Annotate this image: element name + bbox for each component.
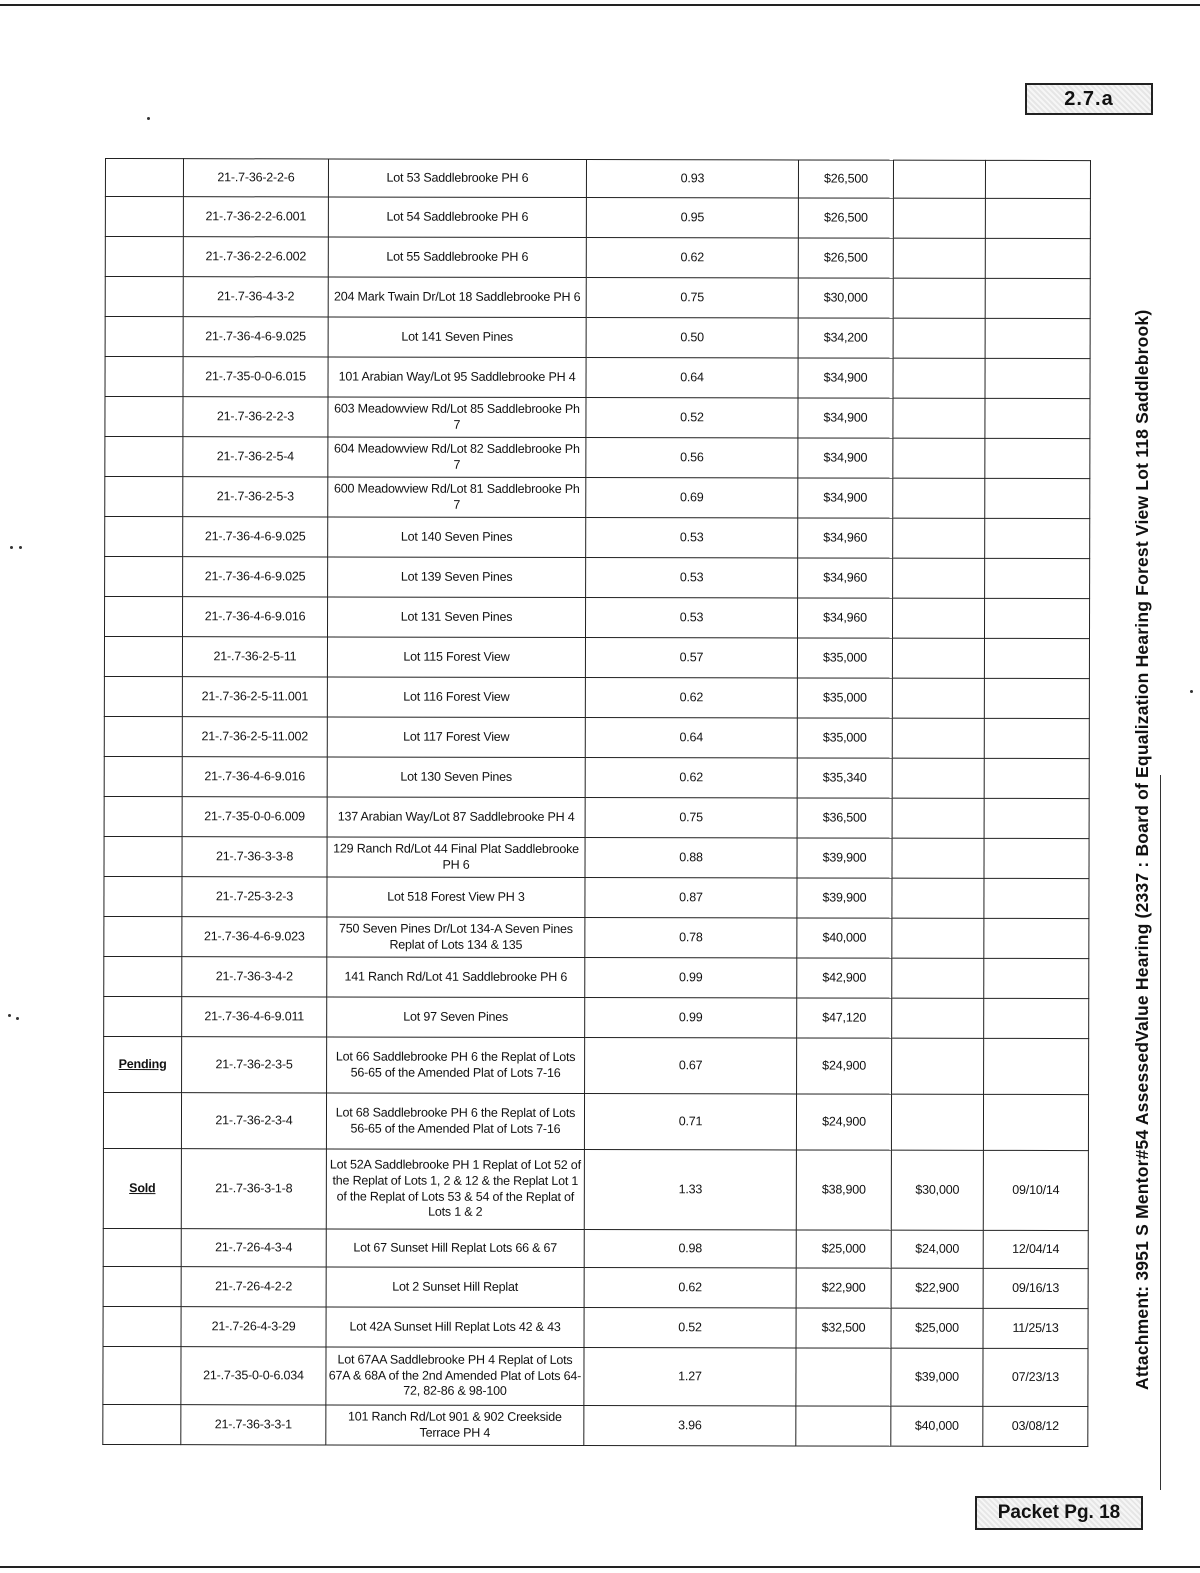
sale-price-cell: $24,000: [891, 1230, 983, 1268]
description-cell: 604 Meadowview Rd/Lot 82 Saddlebrooke Ph 7: [328, 437, 586, 478]
sale-price-cell: [891, 1094, 983, 1150]
description-cell: 603 Meadowview Rd/Lot 85 Saddlebrooke Ph 7: [328, 397, 586, 438]
acreage-cell: 0.64: [585, 718, 797, 758]
sale-date-cell: [985, 398, 1090, 438]
sale-price-cell: $25,000: [891, 1308, 983, 1348]
sale-date-cell: 09/16/13: [983, 1268, 1088, 1308]
table-row: [103, 1148, 1088, 1230]
description-cell: Lot 42A Sunset Hill Replat Lots 42 & 43: [326, 1307, 584, 1348]
status-cell: [104, 597, 182, 637]
sale-date-cell: 09/10/14: [983, 1150, 1088, 1230]
parcel-id-cell: 21-.7-36-2-2-6.002: [183, 237, 328, 277]
parcel-table-wrapper: [102, 158, 1090, 1447]
acreage-cell: 0.95: [586, 198, 798, 238]
description-cell: Lot 116 Forest View: [327, 677, 585, 718]
assessed-value-cell: $36,500: [797, 798, 892, 838]
status-cell: [104, 956, 182, 996]
table-row: [104, 916, 1089, 958]
table-row: [103, 1346, 1088, 1406]
table-row: [103, 1228, 1088, 1268]
assessed-value-cell: $24,900: [796, 1094, 891, 1150]
status-cell: [103, 1306, 181, 1346]
assessed-value-cell: $39,900: [797, 878, 892, 918]
status-cell: [105, 357, 183, 397]
table-row: [105, 277, 1090, 319]
table-row: [105, 517, 1090, 559]
acreage-cell: 0.57: [585, 638, 797, 678]
table-row: [105, 557, 1090, 599]
parcel-id-cell: 21-.7-36-2-5-11: [182, 637, 327, 677]
assessed-value-cell: $38,900: [796, 1150, 891, 1230]
sale-price-cell: [892, 1038, 984, 1094]
description-cell: 137 Arabian Way/Lot 87 Saddlebrooke PH 4: [327, 797, 585, 838]
status-cell: [103, 1404, 181, 1444]
parcel-id-cell: 21-.7-35-0-0-6.034: [181, 1347, 326, 1405]
description-cell: 600 Meadowview Rd/Lot 81 Saddlebrooke Ph 7: [328, 477, 586, 518]
table-row: [105, 477, 1090, 519]
table-row: [105, 197, 1090, 239]
assessed-value-cell: $42,900: [797, 958, 892, 998]
table-row: [104, 597, 1089, 639]
parcel-id-cell: 21-.7-36-4-6-9.023: [182, 917, 327, 957]
sale-price-cell: [892, 798, 984, 838]
parcel-id-cell: 21-.7-26-4-2-2: [181, 1267, 326, 1307]
acreage-cell: 0.62: [585, 678, 797, 718]
status-cell: [103, 1266, 181, 1306]
parcel-id-cell: 21-.7-26-4-3-4: [181, 1229, 326, 1267]
sale-date-cell: [984, 1038, 1089, 1094]
status-cell: [104, 796, 182, 836]
parcel-id-cell: 21-.7-36-2-5-4: [183, 437, 328, 477]
description-cell: 141 Ranch Rd/Lot 41 Saddlebrooke PH 6: [327, 957, 585, 998]
acreage-cell: 0.75: [585, 798, 797, 838]
description-cell: Lot 117 Forest View: [327, 717, 585, 758]
assessed-value-cell: $34,900: [798, 478, 893, 518]
parcel-id-cell: 21-.7-36-2-5-11.002: [182, 717, 327, 757]
description-cell: 750 Seven Pines Dr/Lot 134-A Seven Pines Replat of Lots 134 & 135: [327, 917, 585, 958]
status-cell: [105, 517, 183, 557]
status-cell: [104, 716, 182, 756]
acreage-cell: 0.52: [586, 398, 798, 438]
status-cell: [105, 437, 183, 477]
sale-price-cell: $39,000: [891, 1348, 983, 1406]
sale-price-cell: $22,900: [891, 1268, 983, 1308]
status-cell: [105, 317, 183, 357]
parcel-table-body: [103, 159, 1091, 1447]
acreage-cell: 1.27: [584, 1348, 796, 1406]
acreage-cell: 0.99: [585, 958, 797, 998]
parcel-id-cell: 21-.7-36-3-4-2: [182, 957, 327, 997]
parcel-id-cell: 21-.7-26-4-3-29: [181, 1307, 326, 1347]
sale-date-cell: [985, 358, 1090, 398]
table-row: [105, 237, 1090, 279]
sale-date-cell: 07/23/13: [983, 1348, 1088, 1406]
parcel-id-cell: 21-.7-36-4-6-9.025: [183, 557, 328, 597]
parcel-id-cell: 21-.7-36-2-2-6.001: [183, 197, 328, 237]
assessed-value-cell: $34,960: [798, 558, 893, 598]
sale-date-cell: [984, 838, 1089, 878]
status-cell: [105, 197, 183, 237]
description-cell: 204 Mark Twain Dr/Lot 18 Saddlebrooke PH 6: [328, 277, 586, 318]
parcel-id-cell: 21-.7-36-2-5-11.001: [182, 677, 327, 717]
acreage-cell: 0.98: [584, 1230, 796, 1268]
assessed-value-cell: $25,000: [796, 1230, 891, 1268]
table-row: [105, 357, 1090, 399]
sale-price-cell: [892, 718, 984, 758]
sale-date-cell: [985, 318, 1090, 358]
scan-speck: [147, 117, 150, 120]
acreage-cell: 0.71: [584, 1094, 796, 1150]
sale-date-cell: [985, 518, 1090, 558]
assessed-value-cell: $34,960: [798, 518, 893, 558]
description-cell: Lot 131 Seven Pines: [327, 597, 585, 638]
sale-date-cell: [984, 718, 1089, 758]
description-cell: Lot 2 Sunset Hill Replat: [326, 1267, 584, 1308]
assessed-value-cell: $22,900: [796, 1268, 891, 1308]
sale-price-cell: $40,000: [891, 1406, 983, 1446]
table-row: [103, 1266, 1088, 1308]
description-cell: Lot 66 Saddlebrooke PH 6 the Replat of Lots 56-65 of the Amended Plat of Lots 7-16: [327, 1037, 585, 1094]
status-cell: [103, 1092, 181, 1148]
parcel-id-cell: 21-.7-36-3-3-1: [181, 1405, 326, 1445]
sale-price-cell: [892, 678, 984, 718]
status-cell: [103, 1228, 181, 1266]
acreage-cell: 0.67: [585, 1038, 797, 1094]
sale-date-cell: [985, 278, 1090, 318]
sale-price-cell: [893, 160, 985, 198]
parcel-id-cell: 21-.7-36-4-6-9.016: [182, 597, 327, 637]
assessed-value-cell: $39,900: [797, 838, 892, 878]
acreage-cell: 0.62: [584, 1268, 796, 1308]
status-cell: [104, 836, 182, 876]
status-cell: [105, 237, 183, 277]
assessed-value-cell: $35,340: [797, 758, 892, 798]
parcel-id-cell: 21-.7-36-3-1-8: [181, 1149, 326, 1229]
description-cell: Lot 97 Seven Pines: [327, 997, 585, 1038]
table-row: [104, 796, 1089, 838]
parcel-id-cell: 21-.7-35-0-0-6.009: [182, 797, 327, 837]
parcel-id-cell: 21-.7-25-3-2-3: [182, 877, 327, 917]
assessed-value-cell: $34,900: [798, 438, 893, 478]
parcel-table: [102, 158, 1091, 1447]
table-row: [104, 676, 1089, 718]
sale-price-cell: [893, 398, 985, 438]
status-cell: [105, 557, 183, 597]
sale-date-cell: [985, 198, 1090, 238]
assessed-value-cell: $34,900: [798, 358, 893, 398]
description-cell: Lot 130 Seven Pines: [327, 757, 585, 798]
sale-date-cell: [984, 918, 1089, 958]
table-row: [105, 397, 1090, 439]
assessed-value-cell: $24,900: [797, 1038, 892, 1094]
description-cell: Lot 52A Saddlebrooke PH 1 Replat of Lot 52 of the Replat of Lots 1, 2 & 12 & the Replat Lot 1 of the Replat of Lots 53 & 54 of the Replat of Lots 1 & 2: [326, 1149, 584, 1230]
parcel-id-cell: 21-.7-35-0-0-6.015: [183, 357, 328, 397]
sale-date-cell: [984, 958, 1089, 998]
acreage-cell: 0.62: [585, 758, 797, 798]
acreage-cell: 0.56: [586, 438, 798, 478]
acreage-cell: 3.96: [584, 1406, 796, 1446]
sale-price-cell: [893, 558, 985, 598]
assessed-value-cell: $30,000: [798, 278, 893, 318]
assessed-value-cell: $40,000: [797, 918, 892, 958]
acreage-cell: 0.64: [586, 358, 798, 398]
sale-date-cell: [985, 238, 1090, 278]
acreage-cell: 0.99: [585, 998, 797, 1038]
acreage-cell: 0.53: [586, 518, 798, 558]
attachment-caption: Attachment: 3951 S Mentor#54 AssessedValue Hearing (2337 : Board of Equalization Hearing Forest View Lot 118 Saddlebrook): [1132, 309, 1152, 1390]
sale-date-cell: [984, 678, 1089, 718]
reference-badge: 2.7.a: [1025, 83, 1153, 115]
scan-speck: [10, 546, 13, 549]
description-cell: Lot 140 Seven Pines: [328, 517, 586, 558]
assessed-value-cell: [796, 1348, 891, 1406]
parcel-id-cell: 21-.7-36-4-6-9.025: [183, 517, 328, 557]
assessed-value-cell: $34,960: [797, 598, 892, 638]
status-cell: [104, 756, 182, 796]
status-cell: [103, 1346, 181, 1404]
sale-price-cell: [893, 278, 985, 318]
assessed-value-cell: [796, 1406, 891, 1446]
assessed-value-cell: $35,000: [797, 638, 892, 678]
acreage-cell: 0.50: [586, 318, 798, 358]
parcel-id-cell: 21-.7-36-2-5-3: [183, 477, 328, 517]
sale-date-cell: 03/08/12: [983, 1406, 1088, 1446]
sale-price-cell: [892, 958, 984, 998]
table-row: [104, 716, 1089, 758]
assessed-value-cell: $34,900: [798, 398, 893, 438]
status-cell: Sold: [103, 1148, 181, 1228]
sale-price-cell: [893, 518, 985, 558]
table-row: [105, 317, 1090, 359]
assessed-value-cell: $32,500: [796, 1308, 891, 1348]
assessed-value-cell: $47,120: [797, 998, 892, 1038]
parcel-id-cell: 21-.7-36-2-2-6: [183, 159, 328, 197]
parcel-id-cell: 21-.7-36-4-3-2: [183, 277, 328, 317]
sale-price-cell: [893, 438, 985, 478]
acreage-cell: 0.62: [586, 238, 798, 278]
sale-date-cell: [984, 878, 1089, 918]
table-row: [104, 756, 1089, 798]
description-cell: Lot 141 Seven Pines: [328, 317, 586, 358]
scan-speck: [8, 1014, 11, 1017]
acreage-cell: 0.53: [585, 598, 797, 638]
status-cell: [104, 676, 182, 716]
sale-date-cell: [984, 598, 1089, 638]
parcel-id-cell: 21-.7-36-4-6-9.011: [182, 997, 327, 1037]
parcel-id-cell: 21-.7-36-4-6-9.025: [183, 317, 328, 357]
status-cell: Pending: [104, 1036, 182, 1092]
acreage-cell: 0.87: [585, 878, 797, 918]
acreage-cell: 1.33: [584, 1150, 796, 1230]
description-cell: Lot 53 Saddlebrooke PH 6: [328, 159, 586, 198]
parcel-id-cell: 21-.7-36-3-3-8: [182, 837, 327, 877]
top-rule: [0, 4, 1200, 6]
sale-date-cell: 11/25/13: [983, 1308, 1088, 1348]
assessed-value-cell: $34,200: [798, 318, 893, 358]
status-cell: [105, 159, 183, 197]
table-row: [104, 996, 1089, 1038]
sale-price-cell: [892, 998, 984, 1038]
status-cell: [104, 996, 182, 1036]
acreage-cell: 0.78: [585, 918, 797, 958]
acreage-cell: 0.88: [585, 838, 797, 878]
scan-speck: [19, 546, 22, 549]
packet-page-badge: Packet Pg. 18: [975, 1496, 1143, 1530]
sale-price-cell: [893, 478, 985, 518]
acreage-cell: 0.75: [586, 278, 798, 318]
sale-price-cell: [893, 318, 985, 358]
description-cell: Lot 68 Saddlebrooke PH 6 the Replat of Lots 56-65 of the Amended Plat of Lots 7-16: [326, 1093, 584, 1150]
table-row: [104, 1036, 1089, 1094]
table-row: [103, 1092, 1088, 1150]
sale-price-cell: [892, 598, 984, 638]
assessed-value-cell: $35,000: [797, 718, 892, 758]
table-row: [104, 956, 1089, 998]
scan-speck: [16, 1017, 19, 1020]
status-cell: [104, 916, 182, 956]
table-row: [104, 836, 1089, 878]
assessed-value-cell: $26,500: [798, 160, 893, 198]
acreage-cell: 0.52: [584, 1308, 796, 1348]
side-rule: [1160, 775, 1161, 1490]
table-row: [104, 876, 1089, 918]
description-cell: Lot 115 Forest View: [327, 637, 585, 678]
description-cell: 101 Arabian Way/Lot 95 Saddlebrooke PH 4: [328, 357, 586, 398]
parcel-id-cell: 21-.7-36-4-6-9.016: [182, 757, 327, 797]
table-row: [104, 637, 1089, 679]
sale-price-cell: [892, 758, 984, 798]
assessed-value-cell: $26,500: [798, 198, 893, 238]
bottom-rule: [0, 1566, 1200, 1568]
sale-price-cell: $30,000: [891, 1150, 983, 1230]
description-cell: 101 Ranch Rd/Lot 901 & 902 Creekside Terrace PH 4: [326, 1405, 584, 1446]
table-row: [105, 437, 1090, 479]
sale-date-cell: 12/04/14: [983, 1230, 1088, 1268]
sale-price-cell: [892, 878, 984, 918]
sale-date-cell: [985, 478, 1090, 518]
assessed-value-cell: $26,500: [798, 238, 893, 278]
parcel-id-cell: 21-.7-36-2-2-3: [183, 397, 328, 437]
status-cell: [105, 397, 183, 437]
description-cell: Lot 518 Forest View PH 3: [327, 877, 585, 918]
sale-price-cell: [893, 198, 985, 238]
table-row: [103, 1404, 1088, 1446]
sale-date-cell: [984, 758, 1089, 798]
parcel-id-cell: 21-.7-36-2-3-5: [182, 1037, 327, 1093]
status-cell: [105, 477, 183, 517]
scan-speck: [1190, 690, 1193, 693]
status-cell: [105, 277, 183, 317]
sale-date-cell: [984, 998, 1089, 1038]
description-cell: Lot 67AA Saddlebrooke PH 4 Replat of Lots 67A & 68A of the 2nd Amended Plat of Lots 64-72, 82-86 & 98-100: [326, 1347, 584, 1406]
sale-date-cell: [985, 160, 1090, 198]
status-cell: [104, 876, 182, 916]
acreage-cell: 0.93: [586, 160, 798, 198]
table-row: [105, 159, 1090, 199]
sale-date-cell: [985, 558, 1090, 598]
sale-date-cell: [985, 438, 1090, 478]
sale-date-cell: [983, 1094, 1088, 1150]
description-cell: Lot 54 Saddlebrooke PH 6: [328, 197, 586, 238]
sale-date-cell: [984, 798, 1089, 838]
table-row: [103, 1306, 1088, 1348]
description-cell: 129 Ranch Rd/Lot 44 Final Plat Saddlebrooke PH 6: [327, 837, 585, 878]
assessed-value-cell: $35,000: [797, 678, 892, 718]
status-cell: [104, 637, 182, 677]
sale-date-cell: [984, 638, 1089, 678]
acreage-cell: 0.53: [586, 558, 798, 598]
parcel-id-cell: 21-.7-36-2-3-4: [181, 1093, 326, 1149]
sale-price-cell: [892, 918, 984, 958]
description-cell: Lot 55 Saddlebrooke PH 6: [328, 237, 586, 278]
sale-price-cell: [893, 238, 985, 278]
sale-price-cell: [893, 358, 985, 398]
description-cell: Lot 139 Seven Pines: [328, 557, 586, 598]
description-cell: Lot 67 Sunset Hill Replat Lots 66 & 67: [326, 1229, 584, 1268]
acreage-cell: 0.69: [586, 478, 798, 518]
sale-price-cell: [892, 838, 984, 878]
sale-price-cell: [892, 638, 984, 678]
